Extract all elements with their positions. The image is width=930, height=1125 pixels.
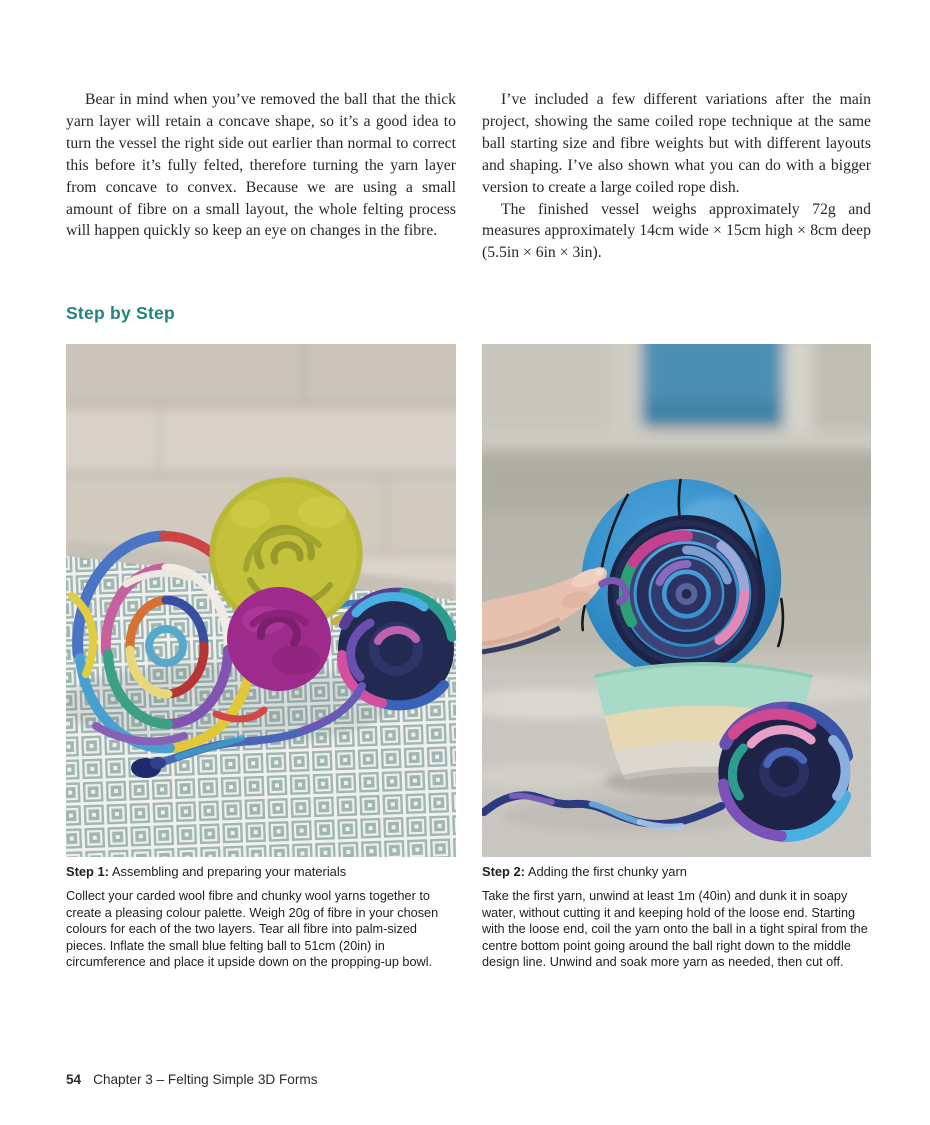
step2-caption [482,864,873,879]
dark-yarn-ball [338,591,454,707]
step1-photo [66,344,456,857]
step2-instructions: Take the first yarn, unwind at least 1m (40in) and dunk it in soapy water, without cutting it and keeping hold of the loose end. Starting with the loose end, coil the yarn onto the ball in a tight spiral from the centre bottom point going around the ball right down to the middle design line. Unwind and soak more yarn as needed, then cut off. [482,889,868,970]
intro-column-left [66,89,456,242]
intro-paragraph: I’ve included a few different variations after the main project, showing the same coiled rope technique at the same ball starting size and fibre weights but with different layouts and shaping. I’ve also shown what you can do with a bigger version to create a large coiled rope dish. [482,91,871,196]
chunky-yarn-ball [718,706,850,838]
step2-label: Step 2: [482,864,525,879]
page-number: 54 [66,1072,82,1087]
step1-caption [66,864,458,879]
step1-title: Assembling and preparing your materials [111,864,347,879]
section-heading: Step by Step [66,303,175,323]
materials-illustration [66,344,456,857]
step2-title: Adding the first chunky yarn [527,864,687,879]
step1-label: Step 1: [66,864,109,879]
intro-paragraph: Bear in mind when you’ve removed the ball that the thick yarn layer will retain a concave shape, so it’s a good idea to turn the vessel the right side out earlier than normal to correct this before it’s fully felted, therefore turning the yarn layer from concave to convex. Because we are using a small amount of fibre on a small layout, the whole felting process will happen quickly so keep an eye on changes in the fibre. [66,91,456,240]
step1-text-block [66,864,458,971]
step2-text-block [482,864,873,971]
step2-photo [482,344,871,857]
magenta-wool-ball [227,587,331,691]
intro-paragraph: The finished vessel weighs approximately 72g and measures approximately 14cm wide × 15cm high × 8cm deep (5.5in × 6in × 3in). [482,200,871,262]
step1-instructions: Collect your carded wool fibre and chunky wool yarns together to create a pleasing colour palette. Weigh 20g of fibre in your chosen colours for each of the two layers. Tear all fibre into palm-sized pieces. Inflate the small blue felting ball to 51cm (20in) in circumference and place it upside down on the propping-up bowl. [66,889,439,970]
coiling-illustration [482,344,871,857]
page-footer [66,1072,318,1087]
intro-column-right [482,89,871,264]
chapter-title: Chapter 3 – Felting Simple 3D Forms [93,1072,318,1087]
